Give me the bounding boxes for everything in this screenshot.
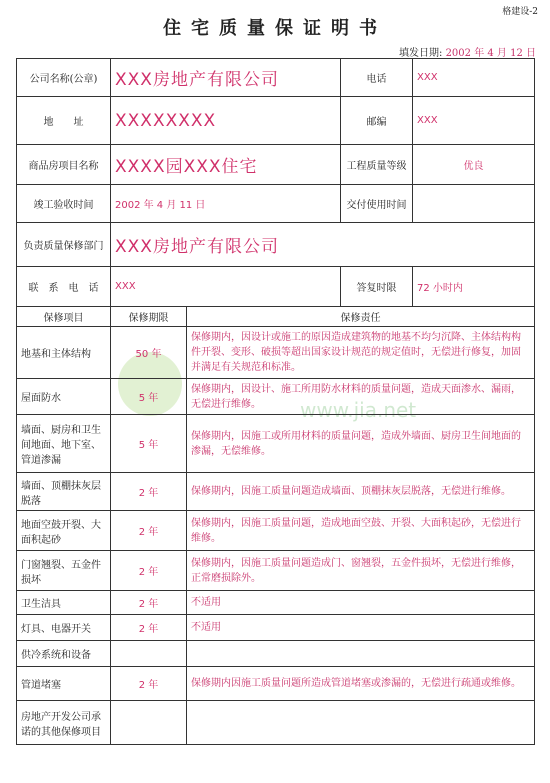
row-period: 2 年 bbox=[111, 667, 187, 701]
table-row bbox=[17, 511, 535, 551]
row-period: 2 年 bbox=[111, 511, 187, 551]
project-value: XXXX园XXX住宅 bbox=[111, 145, 341, 185]
row-item: 墙面、厨房和卫生间地面、地下室、管道渗漏 bbox=[17, 415, 111, 473]
fill-date-value: 2002 年 4 月 12 日 bbox=[445, 48, 536, 59]
response-label: 答复时限 bbox=[341, 267, 413, 307]
company-value: XXX房地产有限公司 bbox=[111, 59, 341, 97]
phone-label: 电话 bbox=[341, 59, 413, 97]
row-responsibility: 保修期内，因设计或施工的原因造成建筑物的地基不均匀沉降、主体结构构件开裂、变形、破损等超出国家设计规范的规定值时，无偿进行修复，加固并满足有关规范和标准。 bbox=[187, 327, 535, 379]
table-row bbox=[17, 551, 535, 591]
address-value: XXXXXXXX bbox=[111, 97, 341, 145]
document-code: 格建设-2 bbox=[502, 7, 538, 17]
row-period: 2 年 bbox=[111, 551, 187, 591]
dept-value: XXX房地产有限公司 bbox=[111, 223, 535, 267]
row-item: 地面空鼓开裂、大面积起砂 bbox=[17, 511, 111, 551]
address-label: 地 址 bbox=[17, 97, 111, 145]
row-responsibility: 保修期内，因施工质量问题造成墙面、顶棚抹灰层脱落，无偿进行维修。 bbox=[187, 473, 535, 511]
contact-label: 联 系 电 话 bbox=[17, 267, 111, 307]
row-item: 灯具、电器开关 bbox=[17, 615, 111, 641]
row-period bbox=[111, 701, 187, 745]
row-responsibility bbox=[187, 701, 535, 745]
table-row bbox=[17, 591, 535, 615]
row-item: 地基和主体结构 bbox=[17, 327, 111, 379]
completion-label: 竣工验收时间 bbox=[17, 185, 111, 223]
delivery-value bbox=[413, 185, 535, 223]
postcode-value: XXX bbox=[413, 97, 535, 145]
row-period bbox=[111, 641, 187, 667]
table-row bbox=[17, 615, 535, 641]
table-row bbox=[17, 379, 535, 415]
row-responsibility: 不适用 bbox=[187, 591, 535, 615]
header-responsibility: 保修责任 bbox=[187, 307, 535, 327]
header-item: 保修项目 bbox=[17, 307, 111, 327]
completion-value: 2002 年 4 月 11 日 bbox=[111, 185, 341, 223]
response-value: 72 小时内 bbox=[413, 267, 535, 307]
row-responsibility: 保修期内，因设计、施工所用防水材料的质量问题，造成天面渗水、漏雨，无偿进行维修。 bbox=[187, 379, 535, 415]
contact-value: XXX bbox=[111, 267, 341, 307]
row-period: 50 年 bbox=[111, 327, 187, 379]
row-responsibility: 保修期内，因施工质量问题造成门、窗翘裂，五金件损坏，无偿进行维修，正常磨损除外。 bbox=[187, 551, 535, 591]
row-responsibility: 保修期内因施工质量问题所造成管道堵塞或渗漏的，无偿进行疏通或维修。 bbox=[187, 667, 535, 701]
row-item: 管道堵塞 bbox=[17, 667, 111, 701]
project-label: 商品房项目名称 bbox=[17, 145, 111, 185]
phone-value: XXX bbox=[413, 59, 535, 97]
table-row bbox=[17, 327, 535, 379]
row-item: 供冷系统和设备 bbox=[17, 641, 111, 667]
row-item: 房地产开发公司承诺的其他保修项目 bbox=[17, 701, 111, 745]
row-responsibility: 保修期内，因施工或所用材料的质量问题，造成外墙面、厨房卫生间地面的渗漏，无偿维修。 bbox=[187, 415, 535, 473]
row-item: 卫生洁具 bbox=[17, 591, 111, 615]
row-item: 墙面、顶棚抹灰层脱落 bbox=[17, 473, 111, 511]
fill-date-label: 填发日期: bbox=[399, 48, 443, 59]
quality-label: 工程质量等级 bbox=[341, 145, 413, 185]
quality-value: 优良 bbox=[413, 145, 535, 185]
row-responsibility: 保修期内，因施工质量问题，造成地面空鼓、开裂、大面积起砂，无偿进行维修。 bbox=[187, 511, 535, 551]
row-period: 5 年 bbox=[111, 415, 187, 473]
delivery-label: 交付使用时间 bbox=[341, 185, 413, 223]
fill-date bbox=[399, 44, 536, 59]
table-row bbox=[17, 641, 535, 667]
header-period: 保修期限 bbox=[111, 307, 187, 327]
table-row bbox=[17, 415, 535, 473]
row-item: 屋面防水 bbox=[17, 379, 111, 415]
watermark-text: www.jia.net bbox=[300, 398, 417, 422]
table-row bbox=[17, 473, 535, 511]
row-item: 门窗翘裂、五金件损坏 bbox=[17, 551, 111, 591]
page-title: 住宅质量保证明书 bbox=[163, 18, 387, 39]
row-responsibility: 不适用 bbox=[187, 615, 535, 641]
table-row bbox=[17, 701, 535, 745]
warranty-form bbox=[16, 58, 535, 745]
row-responsibility bbox=[187, 641, 535, 667]
row-period: 2 年 bbox=[111, 591, 187, 615]
dept-label: 负责质量保修部门 bbox=[17, 223, 111, 267]
table-row bbox=[17, 667, 535, 701]
company-label: 公司名称(公章) bbox=[17, 59, 111, 97]
row-period: 5 年 bbox=[111, 379, 187, 415]
row-period: 2 年 bbox=[111, 473, 187, 511]
postcode-label: 邮编 bbox=[341, 97, 413, 145]
row-period: 2 年 bbox=[111, 615, 187, 641]
